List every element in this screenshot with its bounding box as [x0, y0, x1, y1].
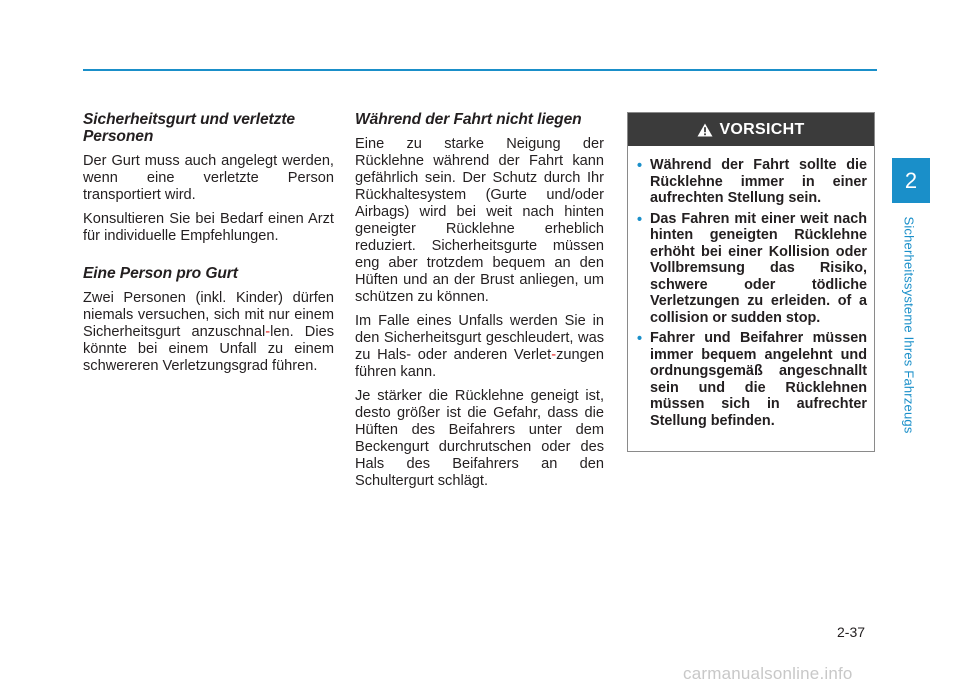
- caution-item: [637, 211, 867, 327]
- paragraph: [83, 290, 334, 375]
- paragraph: Je stärker die Rücklehne geneigt ist, desto größer ist die Gefahr, dass die Hüften des Beifahrers unter dem Beckengurt durchrutschen oder des Hals des Beifahrers an den Schultergurt schlägt.: [355, 388, 604, 489]
- caution-text: Während der Fahrt sollte die Rücklehne immer in einer aufrechten Stellung sein.: [650, 157, 867, 206]
- caution-header: [628, 113, 874, 146]
- hyphen-mark: -: [265, 324, 271, 340]
- hyphen-mark: -: [551, 347, 557, 363]
- chapter-title: Sicherheitssysteme Ihres Fahrzeugs: [901, 216, 917, 434]
- caution-text: Fahrer und Beifahrer müssen immer bequem angelehnt und ordnungsgemäß angeschnallt sein und die Rücklehnen müssen sich in aufrechter Stellung befinden.: [650, 330, 867, 429]
- caution-box: [627, 112, 875, 452]
- section-heading-injured-persons: [83, 111, 334, 145]
- chapter-number: 2: [904, 167, 918, 193]
- watermark: carmanualsonline.info: [683, 664, 853, 683]
- section-heading-one-person-per-belt: Eine Person pro Gurt: [83, 265, 238, 282]
- paragraph-text: zungen führen kann.: [355, 347, 604, 380]
- chapter-tab: [892, 158, 930, 203]
- bullet-icon: •: [637, 158, 643, 174]
- caution-title: VORSICHT: [719, 120, 805, 138]
- warning-triangle-icon: [697, 123, 713, 137]
- paragraph-text: len. Dies könnte bei einem Unfall zu einem schwereren Verletzungsgrad führen.: [83, 324, 334, 374]
- page-number: 2-37: [837, 624, 866, 640]
- left-column: [83, 111, 334, 382]
- middle-column: [355, 111, 604, 497]
- paragraph: [355, 313, 604, 381]
- paragraph-text: Zwei Personen (inkl. Kinder) dürfen niemals versuchen, sich mit nur einem Sicherheitsgurt anzuschnal: [83, 290, 334, 340]
- caution-item: [637, 157, 867, 207]
- paragraph: Eine zu starke Neigung der Rücklehne während der Fahrt kann gefährlich sein. Der Schutz durch Ihr Rückhaltesystem (Gurte und/oder Airbags) wird bei weit nach hinten geneigter Rücklehne erheblich reduziert. Sicherheitsgurte müssen eng aber trotzdem bequem an den Hüften und an der Brust anliegen, um schützen zu können.: [355, 136, 604, 305]
- heading-line-1: Sicherheitsgurt und verletzte: [83, 111, 295, 128]
- bullet-icon: •: [637, 331, 643, 347]
- caution-item: [637, 330, 867, 429]
- bullet-icon: •: [637, 211, 643, 228]
- paragraph: Der Gurt muss auch angelegt werden, wenn eine verletzte Person transportiert wird.: [83, 153, 334, 203]
- heading-line-2: Personen: [83, 128, 154, 145]
- caution-list: [637, 157, 867, 433]
- caution-text: Das Fahren mit einer weit nach hinten geneigten Rücklehne erhöht bei einer Kollision oder Vollbremsung das Risiko, schwere oder tödliche Verletzungen zu erleiden. of a collision or sudden stop.: [650, 210, 867, 326]
- header-rule: [83, 69, 877, 71]
- paragraph: Konsultieren Sie bei Bedarf einen Arzt für individuelle Empfehlungen.: [83, 211, 334, 244]
- paragraph-text: Im Falle eines Unfalls werden Sie in den Sicherheitsgurt geschleudert, was zu Hals- oder anderen Verlet: [355, 313, 604, 363]
- section-heading-no-lying: Während der Fahrt nicht liegen: [355, 111, 582, 128]
